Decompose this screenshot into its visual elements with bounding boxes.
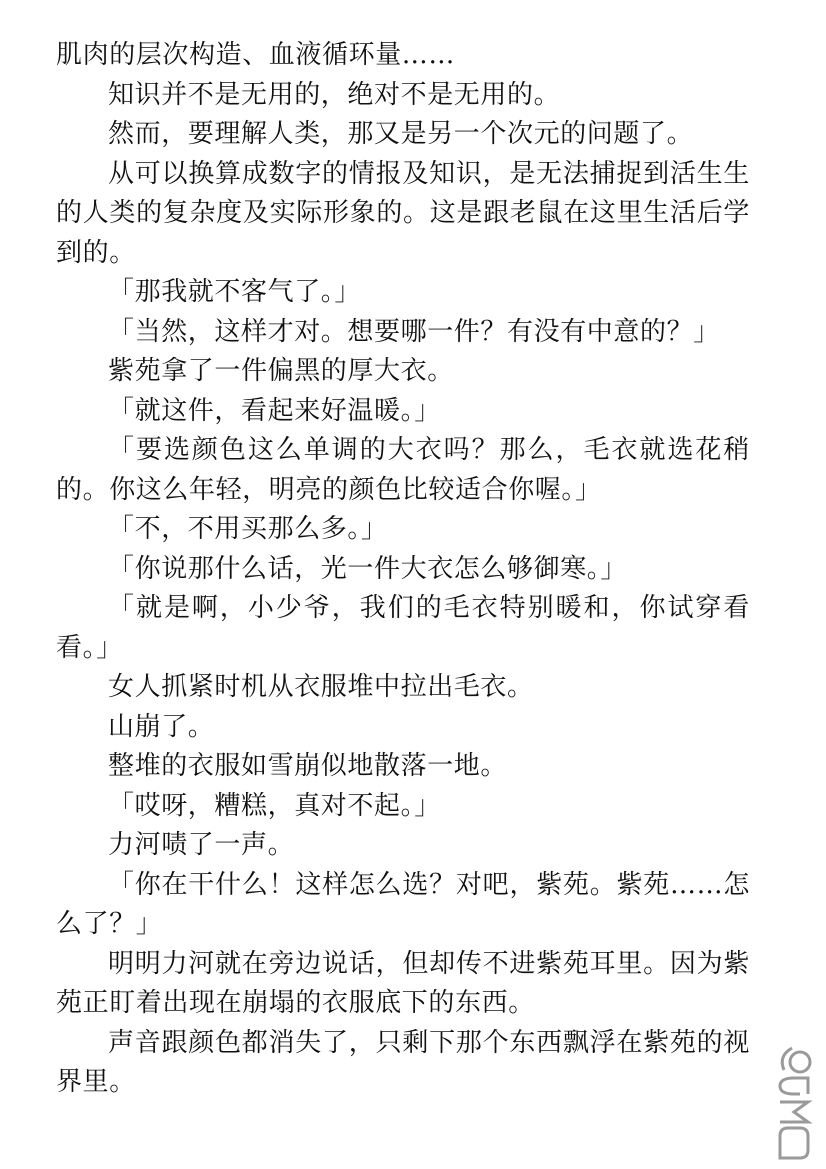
paragraph-17: 力河啧了一声。 [108, 830, 295, 860]
paragraph-4: 从可以换算成数字的情报及知识，是无法捕捉到活生生的人类的复杂度及实际形象的。这是跟老鼠在这里生活后学到的。 [56, 158, 750, 268]
paragraph-6: 「当然，这样才对。想要哪一件？有没有中意的？」 [108, 316, 720, 347]
paragraph-10: 「不，不用买那么多。」 [108, 514, 388, 544]
paragraph-9: 「要选颜色这么单调的大衣吗？那么，毛衣就选花稍的。你这么年轻，明亮的颜色比较适合你喔。」 [56, 435, 750, 505]
body-text [56, 36, 750, 1103]
paragraph-12: 「就是啊，小少爷，我们的毛衣特别暖和，你试穿看看。」 [56, 593, 750, 663]
logo-letter-d [780, 1128, 808, 1158]
logo-letter-m [780, 1102, 808, 1122]
logo-ring [790, 1052, 810, 1072]
paragraph-8: 「就这件，看起来好温暖。」 [108, 395, 441, 426]
paragraph-20: 声音跟颜色都消失了，只剩下那个东西飘浮在紫苑的视界里。 [56, 1027, 750, 1097]
logo-letter-5 [780, 1078, 808, 1094]
paragraph-15: 整堆的衣服如雪崩似地散落一地。 [108, 751, 508, 781]
paragraph-14: 山崩了。 [108, 711, 215, 742]
paragraph-19: 明明力河就在旁边说话，但却传不进紫苑耳里。因为紫苑正盯着出现在崩塌的衣服底下的东西。 [56, 948, 750, 1018]
paragraph-11: 「你说那什么话，光一件大衣怎么够御寒。」 [108, 553, 628, 584]
paragraph-18: 「你在干什么！这样怎么选？对吧，紫苑。紫苑……怎么了？」 [56, 869, 750, 939]
paragraph-1: 肌肉的层次构造、血液循环量…… [56, 40, 456, 70]
dm5-watermark-logo [770, 1040, 820, 1165]
paragraph-5: 「那我就不客气了。」 [108, 277, 362, 307]
paragraph-3: 然而，要理解人类，那又是另一个次元的问题了。 [108, 119, 694, 149]
dm5-logo-icon [770, 1040, 820, 1165]
paragraph-2: 知识并不是无用的，绝对不是无用的。 [108, 79, 561, 110]
paragraph-13: 女人抓紧时机从衣服堆中拉出毛衣。 [108, 672, 534, 702]
paragraph-16: 「哎呀，糟糕，真对不起。」 [108, 790, 441, 821]
paragraph-7: 紫苑拿了一件偏黑的厚大衣。 [108, 356, 454, 386]
